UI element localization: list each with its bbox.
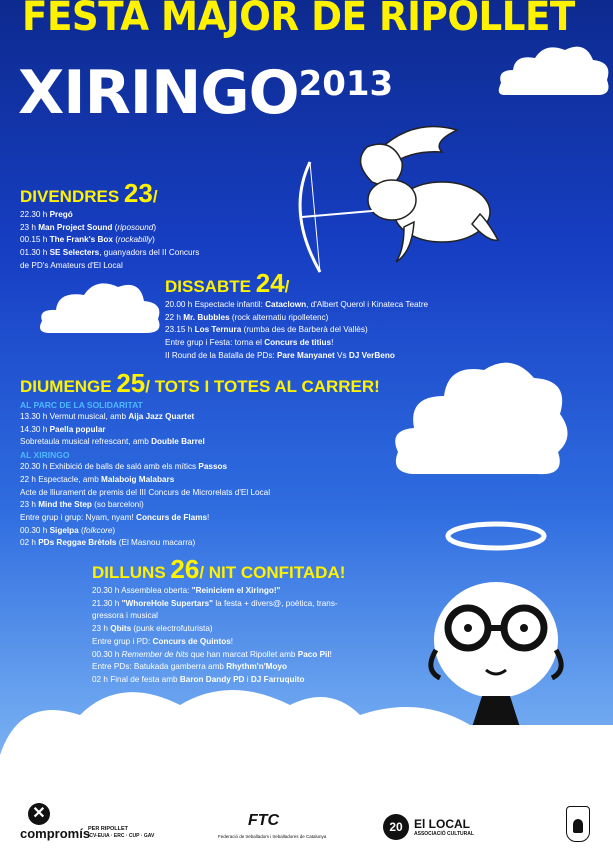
event-name: Passos xyxy=(198,462,228,472)
event-time: 22 h xyxy=(20,474,39,484)
event-text: (rock alternatiu ripolletenc) xyxy=(229,312,329,322)
day-heading xyxy=(92,554,346,584)
ripollet-crest-icon xyxy=(566,806,590,842)
day-slash: / xyxy=(284,277,290,296)
day-number: 25 xyxy=(116,368,146,398)
event-text: II Round de la Batalla de PDs: xyxy=(165,350,277,360)
event-name: Cataclown xyxy=(265,300,307,309)
event-name: Los Ternura xyxy=(194,325,242,335)
schedule-line xyxy=(92,610,345,623)
subtitle-year: 2013 xyxy=(298,64,394,104)
event-text: Espectacle, amb xyxy=(38,474,102,484)
event-name: Baron Dandy PD xyxy=(179,674,245,684)
ellocal-sub: ASSOCIACIÓ CULTURAL xyxy=(414,831,474,837)
event-time: 20.30 h xyxy=(20,462,50,472)
event-name: Paella popular xyxy=(49,424,106,434)
venue-subheading: AL PARC DE LA SOLIDARITAT xyxy=(20,400,143,410)
event-text: Entre grup i PD: xyxy=(92,636,153,646)
ftc-logo: FTC xyxy=(248,812,280,829)
event-text: ) xyxy=(153,222,157,232)
event-name: Malaboig Malabars xyxy=(101,474,175,484)
event-genre: rockabilly xyxy=(117,235,153,245)
event-text: que han marcat Ripollet amb xyxy=(188,649,298,659)
day-number: 23 xyxy=(123,178,153,208)
day-block-dilluns xyxy=(92,554,346,687)
event-name: Pare Manyanet xyxy=(276,350,335,360)
event-text: ) xyxy=(152,235,155,245)
event-text: (so barceloni) xyxy=(91,500,144,510)
event-text: (rumba des de Barberà del Vallès) xyxy=(241,325,368,335)
ellocal-badge: 20 xyxy=(383,814,409,840)
schedule-line xyxy=(92,649,345,662)
event-name: DJ Farruquito xyxy=(250,674,305,684)
event-time: 23.15 h xyxy=(165,325,195,335)
schedule-line xyxy=(20,525,380,538)
event-name: "Reiniciem el Xiringo!" xyxy=(191,586,281,595)
event-name: Concurs de Flams xyxy=(136,512,208,522)
day-number: 26 xyxy=(170,554,200,584)
schedule-line xyxy=(20,436,380,449)
event-genre: riposound xyxy=(117,222,154,232)
event-text: Assemblea oberta: xyxy=(121,586,192,595)
event-text: Entre grup i grup: Nyam, nyam! xyxy=(20,512,137,522)
compromis-logo: ✕ xyxy=(28,803,50,825)
ftc-sub: Federació de treballadors i treballadores de Catalunya xyxy=(218,834,327,839)
schedule-line xyxy=(165,299,428,312)
event-time: 13.30 h xyxy=(20,412,50,421)
event-name: Sigelpa xyxy=(49,525,79,535)
schedule-line xyxy=(165,324,428,337)
event-time: 00.30 h xyxy=(20,525,50,535)
subtitle-text: XIRINGO xyxy=(18,58,299,128)
day-name: DIUMENGE xyxy=(20,377,117,396)
schedule-line xyxy=(20,247,199,260)
day-name: DIVENDRES xyxy=(20,187,124,206)
event-text: gressora i musical xyxy=(92,611,158,621)
cloud-right xyxy=(388,356,573,481)
event-text: ( xyxy=(112,235,118,245)
event-time: 20.30 h xyxy=(92,586,122,595)
compromis-sub1: PER RIPOLLET xyxy=(88,826,129,832)
day-block-diumenge xyxy=(20,368,380,550)
event-text: Exhibició de balls de saló amb els mítics xyxy=(49,462,199,472)
event-text: Vermut musical, amb xyxy=(49,412,129,421)
event-time: 23 h xyxy=(92,624,111,634)
day-name: DILLUNS xyxy=(92,563,171,582)
event-time: 22 h xyxy=(165,312,184,322)
schedule-line xyxy=(20,260,199,273)
schedule-line xyxy=(92,598,345,611)
compromis-sub2: ICV-EUiA · ERC · CUP · GAV xyxy=(88,833,155,839)
event-time: 02 h xyxy=(20,538,39,548)
cloud-top-right xyxy=(495,40,613,102)
schedule-line xyxy=(20,411,380,424)
cupid-illustration xyxy=(292,122,502,282)
event-time: 00.15 h xyxy=(20,235,50,245)
ellocal-name: El LOCAL xyxy=(414,817,470,831)
day-block-divendres xyxy=(20,178,200,273)
event-text: Acte de lliurament de premis del III Concurs de Microrelats d'El Local xyxy=(20,487,271,497)
schedule-line xyxy=(92,585,345,598)
schedule-line xyxy=(92,636,345,649)
event-text: Sobretaula musical refrescant, amb xyxy=(20,437,152,447)
day-heading xyxy=(20,368,380,398)
event-text: ! xyxy=(331,338,334,348)
event-name: Aija Jazz Quartet xyxy=(128,412,195,421)
event-time: 01.30 h xyxy=(20,248,50,258)
day-tagline: NIT CONFITADA! xyxy=(204,563,346,582)
event-text: ( xyxy=(78,525,84,535)
event-text: ( xyxy=(112,222,118,232)
event-text: ! xyxy=(329,649,332,659)
poster-subtitle xyxy=(18,58,393,128)
event-time: 22.30 h xyxy=(20,210,50,219)
day-name: DISSABTE xyxy=(165,277,256,296)
event-text: de PD's Amateurs d'El Local xyxy=(20,260,123,270)
schedule-line xyxy=(165,312,428,325)
schedule-line xyxy=(20,474,380,487)
event-name: Concurs de Quintos xyxy=(152,636,231,646)
event-time: 02 h xyxy=(92,674,111,684)
event-text: la festa + divers@, poètica, trans- xyxy=(213,598,338,608)
compromis-name: compromís xyxy=(20,826,91,841)
day-number: 24 xyxy=(255,268,285,298)
event-time: 23 h xyxy=(20,500,39,510)
event-text: i xyxy=(244,674,251,684)
event-name: Man Project Sound xyxy=(38,222,113,232)
schedule-line xyxy=(20,424,380,437)
event-name: Mr. Bubbles xyxy=(183,312,230,322)
event-time: 23 h xyxy=(20,222,39,232)
event-name: Mind the Step xyxy=(38,500,92,510)
event-text: ! xyxy=(207,512,210,522)
cloud-left xyxy=(36,277,166,337)
event-text: Entre PDs: Batukada gamberra amb xyxy=(92,662,227,672)
schedule-line xyxy=(20,499,380,512)
event-name: "WhoreHole Supertars" xyxy=(121,598,214,608)
event-name: PDs Reggae Brètols xyxy=(38,538,117,548)
day-slash: / xyxy=(145,377,150,396)
event-name: Concurs de titius xyxy=(264,338,332,348)
event-text: , guanyadors del II Concurs xyxy=(99,248,200,258)
event-name: Qbits xyxy=(110,624,132,634)
schedule-line xyxy=(165,350,428,363)
event-genre: Remember de hits xyxy=(121,649,189,659)
schedule-line xyxy=(20,512,380,525)
event-time: 21.30 h xyxy=(92,598,122,608)
schedule-line xyxy=(92,674,345,687)
event-text: Vs xyxy=(334,350,349,360)
schedule-line xyxy=(165,337,428,350)
event-time: 14.30 h xyxy=(20,424,50,434)
schedule-line xyxy=(20,209,199,222)
event-text: Espectacle infantil: xyxy=(194,300,266,309)
day-slash: / xyxy=(152,187,158,206)
day-block-dissabte xyxy=(165,268,429,363)
sponsor-bar xyxy=(0,800,613,849)
event-time: 00.30 h xyxy=(92,649,122,659)
poster-title: FESTA MAJOR DE RIPOLLET xyxy=(22,0,575,40)
schedule-line xyxy=(20,234,199,247)
event-name: SE Selecters xyxy=(49,248,100,258)
day-tagline: TOTS I TOTES AL CARRER! xyxy=(150,377,380,396)
schedule-line xyxy=(92,623,345,636)
event-name: Rhythm'n'Moyo xyxy=(226,662,288,672)
event-name: DJ VerBeno xyxy=(348,350,395,360)
schedule-line xyxy=(20,222,199,235)
schedule-line xyxy=(20,461,380,474)
day-slash: / xyxy=(199,563,205,582)
event-text: (El Masnou macarra) xyxy=(116,538,196,548)
schedule-line xyxy=(92,661,345,674)
schedule-line xyxy=(20,487,380,500)
event-text: (punk electrofuturista) xyxy=(131,624,213,634)
schedule-line xyxy=(20,537,380,550)
event-name: The Frank's Box xyxy=(49,235,113,245)
event-text: ! xyxy=(230,636,234,646)
event-name: Double Barrel xyxy=(151,437,205,447)
day-heading xyxy=(20,178,199,208)
event-text: Entre grup i Festa: torna el xyxy=(165,338,265,348)
event-text: Final de festa amb xyxy=(110,674,180,684)
event-genre: folkcore xyxy=(83,525,113,535)
event-name: Paco Pil xyxy=(297,649,330,659)
event-time: 20.00 h xyxy=(165,300,195,309)
event-text: ) xyxy=(112,525,116,535)
event-text: , d'Albert Querol i Kinateca Teatre xyxy=(306,300,429,309)
day-heading xyxy=(165,268,428,298)
event-name: Pregó xyxy=(49,210,73,219)
venue-subheading: AL XIRINGO xyxy=(20,450,70,461)
